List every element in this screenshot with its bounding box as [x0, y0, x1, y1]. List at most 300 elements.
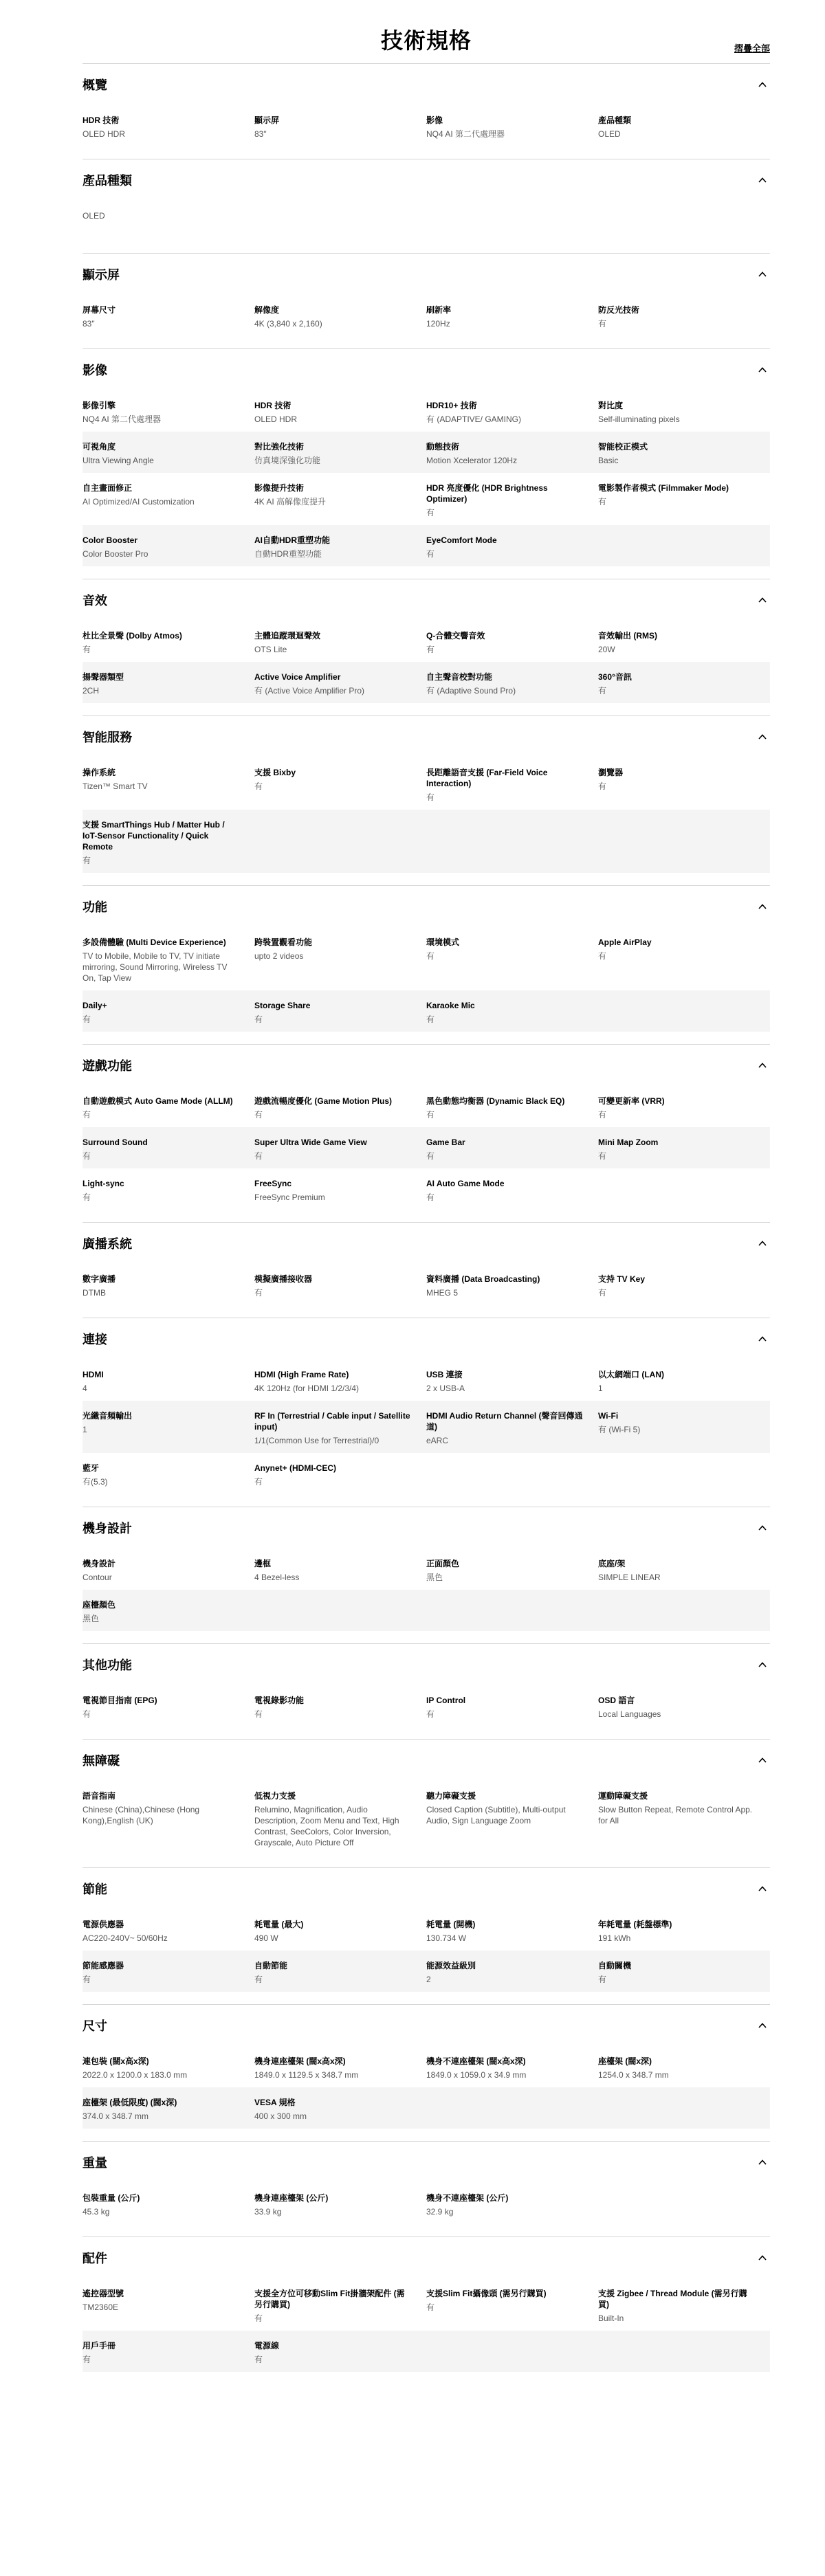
section-header[interactable]	[82, 716, 770, 757]
spec-item	[426, 304, 598, 329]
chevron-up-icon[interactable]	[755, 592, 770, 608]
spec-value: 有	[598, 1110, 607, 1120]
spec-value: 有	[598, 686, 607, 696]
spec-label: RF In (Terrestrial / Cable input / Satellite input)	[254, 1411, 410, 1432]
spec-value: 400 x 300 mm	[254, 2111, 307, 2121]
spec-value: Color Booster Pro	[82, 549, 148, 559]
spec-item	[426, 441, 598, 466]
section-header[interactable]	[82, 349, 770, 390]
spec-item	[82, 1599, 254, 1624]
spec-section	[82, 579, 770, 715]
spec-item	[426, 671, 598, 696]
spec-item	[254, 304, 426, 329]
spec-value: 1254.0 x 348.7 mm	[598, 2070, 669, 2080]
spec-section	[82, 2004, 770, 2141]
spec-label: 邊框	[254, 1559, 272, 1568]
spec-value: Closed Caption (Subtitle), Multi-output Audio, Sign Language Zoom	[426, 1805, 566, 1825]
spec-item	[426, 1410, 598, 1446]
spec-item	[598, 1096, 770, 1120]
spec-value: 2	[426, 1975, 431, 1984]
spec-item	[598, 630, 770, 655]
spec-value: 有 (Wi-Fi 5)	[598, 1425, 641, 1434]
spec-label: 影像引擎	[82, 401, 116, 410]
spec-value: TM2360E	[82, 2302, 119, 2312]
spec-item	[426, 937, 598, 984]
spec-row	[82, 1685, 770, 1726]
spec-item	[82, 1096, 254, 1120]
chevron-up-icon[interactable]	[755, 2155, 770, 2170]
spec-item	[254, 1790, 426, 1848]
spec-value: 有	[82, 856, 91, 865]
title-row	[82, 0, 770, 63]
spec-item	[426, 535, 598, 559]
chevron-up-icon[interactable]	[755, 2250, 770, 2265]
spec-value: MHEG 5	[426, 1288, 459, 1298]
spec-item	[598, 441, 770, 466]
spec-item	[426, 1369, 598, 1394]
spec-item	[426, 1096, 598, 1120]
spec-label: 支援Slim Fit攝像頭 (需另行購買)	[426, 2289, 547, 2298]
spec-item	[598, 767, 770, 803]
spec-item	[82, 210, 254, 234]
spec-label: 環境模式	[426, 937, 460, 947]
chevron-up-icon[interactable]	[755, 173, 770, 188]
spec-label: 自動遊戲模式 Auto Game Mode (ALLM)	[82, 1096, 233, 1106]
spec-label: 正面顏色	[426, 1559, 460, 1568]
spec-item	[82, 1410, 254, 1446]
spec-label: 語音指南	[82, 1791, 116, 1801]
spec-value: 374.0 x 348.7 mm	[82, 2111, 149, 2121]
spec-value: 有	[254, 1014, 263, 1024]
section-header[interactable]	[82, 159, 770, 201]
spec-label: Color Booster	[82, 535, 138, 545]
section-title: 概覽	[82, 78, 107, 92]
collapse-all-link[interactable]: 摺疊全部	[734, 43, 770, 54]
spec-value: 1	[82, 1425, 87, 1434]
spec-label: 座檯架 (最低限度) (闊x深)	[82, 2098, 177, 2107]
spec-label: 底座/架	[598, 1559, 626, 1568]
chevron-up-icon[interactable]	[755, 267, 770, 282]
section-title: 產品種類	[82, 174, 132, 188]
spec-value: 4	[82, 1384, 87, 1393]
chevron-up-icon[interactable]	[755, 362, 770, 377]
spec-item	[254, 2097, 426, 2122]
spec-value: 黑色	[82, 1614, 100, 1623]
spec-label: HDMI (High Frame Rate)	[254, 1370, 349, 1379]
spec-item	[82, 1960, 254, 1985]
spec-item	[82, 2192, 254, 2217]
section-header[interactable]	[82, 1740, 770, 1781]
spec-section	[82, 63, 770, 159]
section-header[interactable]	[82, 886, 770, 927]
spec-item	[426, 482, 598, 518]
spec-value: 有	[426, 645, 435, 654]
spec-value: 2 x USB-A	[426, 1384, 465, 1393]
spec-item	[82, 767, 254, 803]
section-header[interactable]	[82, 579, 770, 621]
section-title: 機身設計	[82, 1522, 132, 1535]
spec-label: 資料廣播 (Data Broadcasting)	[426, 1274, 540, 1284]
spec-item	[426, 115, 598, 140]
spec-value: 仿真境深強化功能	[254, 456, 321, 465]
spec-item	[426, 1960, 598, 1985]
spec-value: OLED HDR	[82, 129, 126, 139]
spec-row	[82, 1168, 770, 1210]
spec-item	[598, 1137, 770, 1162]
spec-value: 有	[426, 508, 435, 518]
section-header[interactable]	[82, 2142, 770, 2183]
chevron-up-icon[interactable]	[755, 1753, 770, 1768]
spec-item	[82, 1369, 254, 1394]
chevron-up-icon[interactable]	[755, 1331, 770, 1346]
spec-item	[82, 1695, 254, 1720]
spec-row	[82, 662, 770, 703]
spec-value: 有	[82, 1192, 91, 1202]
spec-value: 有	[82, 1110, 91, 1120]
spec-item	[254, 671, 426, 696]
spec-label: Light-sync	[82, 1179, 124, 1188]
chevron-up-icon[interactable]	[755, 2018, 770, 2033]
spec-value: 有 (Active Voice Amplifier Pro)	[254, 686, 365, 696]
spec-item	[254, 535, 426, 559]
chevron-up-icon[interactable]	[755, 1881, 770, 1896]
spec-section	[82, 348, 770, 579]
section-header[interactable]	[82, 1318, 770, 1359]
spec-value: 有	[426, 1192, 435, 1202]
spec-label: 機身不連座檯架 (闊x高x深)	[426, 2056, 526, 2066]
spec-label: AI Auto Game Mode	[426, 1179, 505, 1188]
spec-section	[82, 1318, 770, 1507]
spec-item	[82, 671, 254, 696]
spec-item	[598, 482, 770, 518]
spec-row	[82, 201, 770, 241]
section-header[interactable]	[82, 1223, 770, 1264]
spec-item	[82, 2056, 254, 2080]
spec-label: Super Ultra Wide Game View	[254, 1137, 367, 1147]
spec-value: Contour	[82, 1573, 112, 1582]
spec-value: 有	[598, 1975, 607, 1984]
spec-item	[254, 2288, 426, 2324]
spec-item	[82, 1463, 254, 1487]
spec-label: Q-合體交響音效	[426, 631, 485, 641]
spec-label: HDR 技術	[254, 401, 292, 410]
spec-item	[254, 630, 426, 655]
spec-label: 機身不連座檯架 (公斤)	[426, 2193, 509, 2203]
spec-label: IP Control	[426, 1696, 466, 1705]
spec-item	[82, 1274, 254, 1298]
spec-value: 4 Bezel-less	[254, 1573, 300, 1582]
spec-value: AC220-240V~ 50/60Hz	[82, 1933, 168, 1943]
spec-item	[254, 1919, 426, 1944]
spec-row	[82, 1453, 770, 1494]
spec-item	[254, 115, 426, 140]
spec-item	[254, 1369, 426, 1394]
spec-value: 有	[254, 1975, 263, 1984]
spec-section	[82, 1507, 770, 1643]
spec-value: 自動HDR重塑功能	[254, 549, 322, 559]
spec-item	[254, 1178, 426, 1203]
spec-item	[254, 1000, 426, 1025]
spec-row	[82, 1951, 770, 1992]
spec-item	[254, 1410, 426, 1446]
spec-item	[426, 1178, 598, 1203]
spec-row	[82, 2046, 770, 2087]
spec-label: 動態技術	[426, 442, 460, 452]
spec-item	[598, 1369, 770, 1394]
spec-label: 連包裝 (闊x高x深)	[82, 2056, 149, 2066]
spec-label: 影像	[426, 115, 443, 125]
spec-value: 32.9 kg	[426, 2207, 454, 2217]
spec-section	[82, 715, 770, 885]
spec-label: 模擬廣播接收器	[254, 1274, 313, 1284]
spec-value: 有	[254, 2313, 263, 2323]
section-title: 重量	[82, 2156, 107, 2170]
spec-label: 電源線	[254, 2341, 280, 2351]
spec-label: 聽力障礙支援	[426, 1791, 476, 1801]
section-header[interactable]	[82, 2005, 770, 2046]
spec-value: 120Hz	[426, 319, 450, 329]
spec-item	[82, 1178, 254, 1203]
section-title: 遊戲功能	[82, 1059, 132, 1073]
section-header[interactable]	[82, 2237, 770, 2278]
spec-label: 智能校正模式	[598, 442, 648, 452]
section-title: 尺寸	[82, 2019, 107, 2033]
spec-value: 83"	[82, 319, 95, 329]
section-header[interactable]	[82, 1644, 770, 1685]
section-header[interactable]	[82, 1045, 770, 1086]
spec-section	[82, 2141, 770, 2236]
spec-row	[82, 990, 770, 1032]
spec-label: 360°音訊	[598, 672, 632, 682]
spec-value: 有	[426, 1709, 435, 1719]
chevron-up-icon[interactable]	[755, 729, 770, 744]
spec-value: OLED HDR	[254, 414, 298, 424]
spec-item	[254, 1960, 426, 1985]
spec-row	[82, 1127, 770, 1168]
section-title: 廣播系統	[82, 1237, 132, 1251]
section-title: 影像	[82, 364, 107, 377]
chevron-up-icon[interactable]	[755, 77, 770, 92]
spec-row	[82, 1359, 770, 1401]
spec-item	[598, 937, 770, 984]
spec-item	[254, 1695, 426, 1720]
spec-value: 有	[254, 1709, 263, 1719]
spec-value: DTMB	[82, 1288, 106, 1298]
spec-value: 有	[82, 2355, 91, 2364]
spec-value: 黑色	[426, 1573, 443, 1582]
section-header[interactable]	[82, 64, 770, 105]
chevron-up-icon[interactable]	[755, 1058, 770, 1073]
spec-label: USB 連接	[426, 1370, 463, 1379]
spec-label: 座檯架 (闊x深)	[598, 2056, 652, 2066]
spec-item	[426, 1274, 598, 1298]
spec-label: HDMI	[82, 1370, 104, 1379]
spec-item	[426, 400, 598, 425]
spec-label: 藍牙	[82, 1463, 100, 1473]
spec-row	[82, 1909, 770, 1951]
spec-item	[82, 2288, 254, 2324]
spec-value: upto 2 videos	[254, 951, 304, 961]
section-title: 節能	[82, 1883, 107, 1896]
spec-item	[82, 1558, 254, 1583]
spec-label: 黑色動態均衡器 (Dynamic Black EQ)	[426, 1096, 565, 1106]
spec-item	[598, 1410, 770, 1446]
spec-value: 1/1(Common Use for Terrestrial)/0	[254, 1436, 380, 1445]
spec-row	[82, 810, 770, 873]
spec-label: HDR10+ 技術	[426, 401, 477, 410]
spec-label: 刷新率	[426, 305, 452, 315]
spec-label: 可變更新率 (VRR)	[598, 1096, 665, 1106]
spec-value: 有	[426, 1110, 435, 1120]
spec-row	[82, 1264, 770, 1305]
spec-item	[82, 819, 254, 866]
spec-label: Karaoke Mic	[426, 1001, 475, 1010]
spec-section	[82, 1643, 770, 1739]
section-title: 連接	[82, 1333, 107, 1346]
spec-label: 自動節能	[254, 1961, 288, 1970]
spec-item	[254, 441, 426, 466]
spec-row	[82, 473, 770, 525]
section-title: 顯示屏	[82, 268, 120, 282]
spec-row	[82, 432, 770, 473]
spec-value: Built-In	[598, 2313, 624, 2323]
spec-value: 有	[82, 1975, 91, 1984]
spec-label: HDR 亮度優化 (HDR Brightness Optimizer)	[426, 483, 548, 504]
spec-value: NQ4 AI 第二代處理器	[426, 129, 505, 139]
spec-value: 191 kWh	[598, 1933, 631, 1943]
spec-label: 支援 Bixby	[254, 768, 296, 777]
section-title: 配件	[82, 2252, 107, 2265]
spec-value: 有	[254, 2355, 263, 2364]
spec-value: 有	[426, 792, 435, 802]
spec-value: 有	[598, 781, 607, 791]
spec-label: 節能感應器	[82, 1961, 124, 1970]
spec-item	[254, 1558, 426, 1583]
spec-value: OTS Lite	[254, 645, 287, 654]
spec-row	[82, 1548, 770, 1590]
spec-value: Slow Button Repeat, Remote Control App. for All	[598, 1805, 753, 1825]
spec-item	[254, 1137, 426, 1162]
section-header[interactable]	[82, 1868, 770, 1909]
spec-value: 有	[82, 1709, 91, 1719]
spec-label: 自動關機	[598, 1961, 632, 1970]
spec-label: 能源效益級別	[426, 1961, 476, 1970]
spec-value: 有	[254, 1110, 263, 1120]
spec-row	[82, 2183, 770, 2224]
spec-section	[82, 2236, 770, 2384]
spec-label: HDR 技術	[82, 115, 120, 125]
section-header[interactable]	[82, 254, 770, 295]
spec-item	[598, 1790, 770, 1848]
chevron-up-icon[interactable]	[755, 1236, 770, 1251]
spec-value: 2CH	[82, 686, 100, 696]
spec-value: Basic	[598, 456, 619, 465]
spec-value: 有	[598, 1151, 607, 1161]
spec-value: 有	[254, 1477, 263, 1487]
spec-label: 影像提升技術	[254, 483, 305, 493]
spec-item	[82, 1790, 254, 1848]
spec-value: AI Optimized/AI Customization	[82, 497, 195, 507]
spec-label: EyeComfort Mode	[426, 535, 497, 545]
spec-label: HDMI Audio Return Channel (聲音回傳通道)	[426, 1411, 583, 1432]
spec-value: 83"	[254, 129, 267, 139]
spec-value: 有	[254, 1288, 263, 1298]
spec-item	[254, 937, 426, 984]
spec-section	[82, 885, 770, 1044]
spec-label: 光纖音頻輸出	[82, 1411, 133, 1421]
spec-label: 機身連座檯架 (闊x高x深)	[254, 2056, 346, 2066]
spec-label: 以太網端口 (LAN)	[598, 1370, 664, 1379]
spec-label: 對比強化技術	[254, 442, 305, 452]
spec-item	[598, 1695, 770, 1720]
spec-section	[82, 159, 770, 253]
spec-item	[254, 1274, 426, 1298]
spec-value: 有	[598, 951, 607, 961]
spec-label: 防反光技術	[598, 305, 640, 315]
spec-label: 機身設計	[82, 1559, 116, 1568]
spec-item	[82, 937, 254, 984]
chevron-up-icon[interactable]	[755, 1520, 770, 1535]
spec-value: 有	[82, 1014, 91, 1024]
spec-label: 自主聲音校對功能	[426, 672, 493, 682]
section-title: 功能	[82, 900, 107, 914]
spec-label: 瀏覽器	[598, 768, 624, 777]
spec-value: 130.734 W	[426, 1933, 467, 1943]
spec-item	[82, 115, 254, 140]
spec-value: 有	[254, 781, 263, 791]
spec-item	[426, 767, 598, 803]
chevron-up-icon[interactable]	[755, 899, 770, 914]
spec-item	[254, 400, 426, 425]
spec-label: 音效輸出 (RMS)	[598, 631, 657, 641]
spec-label: 多設備體驗 (Multi Device Experience)	[82, 937, 226, 947]
spec-row	[82, 621, 770, 662]
spec-value: 有	[426, 2302, 435, 2312]
spec-item	[426, 1919, 598, 1944]
spec-item	[254, 2340, 426, 2365]
spec-row	[82, 927, 770, 990]
chevron-up-icon[interactable]	[755, 1657, 770, 1672]
spec-item	[426, 1790, 598, 1848]
spec-section	[82, 1044, 770, 1222]
spec-item	[426, 1558, 598, 1583]
spec-value: 4K AI 高解像度提升	[254, 497, 327, 507]
spec-label: Game Bar	[426, 1137, 465, 1147]
spec-item	[598, 2056, 770, 2080]
spec-value: Relumino, Magnification, Audio Description, Zoom Menu and Text, High Contrast, SeeColors, Color Inversion, Grayscale, Auto Picture Off	[254, 1805, 399, 1847]
spec-label: 電視節目指南 (EPG)	[82, 1696, 157, 1705]
spec-item	[254, 1463, 426, 1487]
spec-item	[82, 2097, 254, 2122]
spec-label: 遊戲流暢度優化 (Game Motion Plus)	[254, 1096, 393, 1106]
section-header[interactable]	[82, 1507, 770, 1548]
spec-item	[598, 1960, 770, 1985]
spec-label: 電視錄影功能	[254, 1696, 305, 1705]
spec-label: Storage Share	[254, 1001, 311, 1010]
spec-label: Wi-Fi	[598, 1411, 619, 1421]
spec-item	[426, 2192, 598, 2217]
spec-label: 耗電量 (開機)	[426, 1920, 476, 1929]
spec-value: TV to Mobile, Mobile to TV, TV initiate mirroring, Sound Mirroring, Wireless TV On, Tap View	[82, 951, 228, 983]
spec-label: 支援 Zigbee / Thread Module (需另行購買)	[598, 2289, 747, 2309]
spec-label: 自主畫面修正	[82, 483, 133, 493]
spec-value: 1	[598, 1384, 603, 1393]
section-title: 音效	[82, 594, 107, 608]
spec-label: FreeSync	[254, 1179, 292, 1188]
spec-item	[82, 2340, 254, 2365]
spec-label: 產品種類	[598, 115, 632, 125]
spec-label: 主體追蹤環迴聲效	[254, 631, 321, 641]
